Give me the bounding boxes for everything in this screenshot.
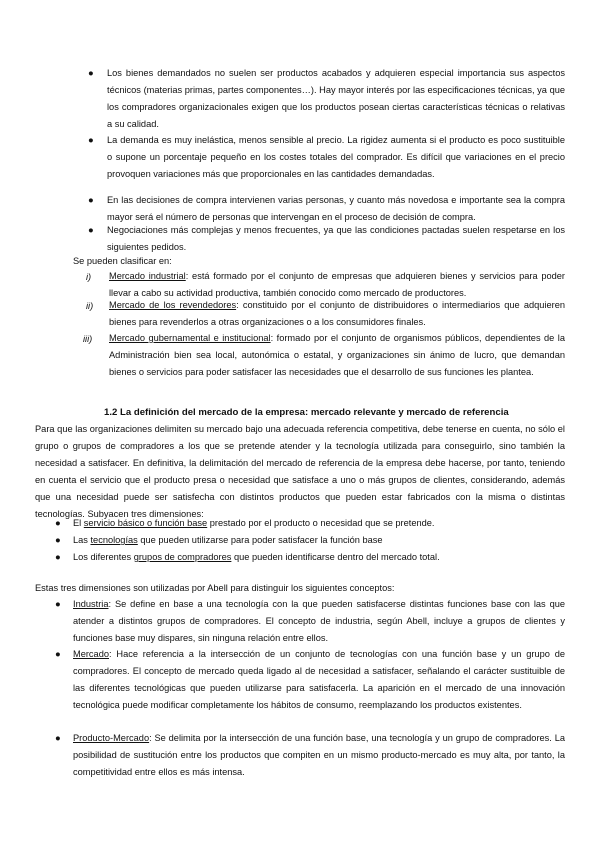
- bullet-dot: ●: [55, 649, 61, 660]
- bullet-dot: ●: [55, 535, 61, 546]
- dimension-post: prestado por el producto o necesidad que se pretende.: [207, 518, 435, 528]
- class-item-3: [109, 330, 565, 381]
- class-text: : constituido por el conjunto de distribuidores o intermediarios que adquieren bienes para revenderlos a otras organizaciones o a los consumidores finales.: [109, 300, 565, 327]
- class-text: : está formado por el conjunto de empresas que adquieren bienes y servicios para poder llevar a cabo su actividad productiva, también conocido como mercado de productores.: [109, 271, 566, 298]
- dimension-term: grupos de compradores: [133, 552, 232, 562]
- concept-mercado: [73, 646, 565, 714]
- top-bullet-4: Negociaciones más complejas y menos frecuentes, ya que las condiciones pactadas suelen respetarse en los siguientes pedidos.: [107, 225, 565, 252]
- section-heading: 1.2 La definición del mercado de la empresa: mercado relevante y mercado de referencia: [104, 407, 509, 418]
- concept-text: : Hace referencia a la intersección de un conjunto de tecnologías con una función base y un grupo de compradores. El concepto de mercado queda ligado al de necesidad a satisfacer, señalando el carácter sustituible de las diferentes tecnológicas que pueden utilizarse para satisfacerla. La aparición en el mercado de una innovación tecnológica puede modificar completamente los hábitos de consumo, reemplazando los productos existentes.: [73, 649, 565, 710]
- concept-term: Mercado: [73, 649, 109, 659]
- concept-producto-mercado: [73, 730, 565, 781]
- class-item-2: [109, 297, 565, 331]
- concept-text: : Se define en base a una tecnología con la que pueden satisfacerse distintas funciones base con las que atender a distintos grupos de compradores. El concepto de industria, según Abell, incluye a grupos de clientes y funciones base muy dispares, sin ninguna relación entre ellos.: [73, 599, 565, 643]
- top-bullet-2: La demanda es muy inelástica, menos sensible al precio. La rigidez aumenta si el producto es poco sustituible o supone un porcentaje pequeño en los costes totales del comprador. Es difícil que variaciones en el precio provoquen variaciones más que proporcionales en las cantidades demandadas.: [107, 135, 565, 179]
- roman-numeral: iii): [83, 334, 93, 344]
- bullet-dot: ●: [88, 135, 94, 146]
- dimension-pre: Los diferentes: [73, 552, 134, 562]
- dimension-term: servicio básico o función base: [83, 518, 208, 528]
- bullet-dot: ●: [88, 225, 94, 236]
- roman-numeral: ii): [86, 301, 94, 311]
- top-bullet-1: Los bienes demandados no suelen ser productos acabados y adquieren especial importancia sus aspectos técnicos (materias primas, partes componentes…). Hay mayor interés por las especificaciones técnicas, ya que los compradores organizacionales exigen que los productos posean ciertas características técnicas o relativas a su calidad.: [107, 68, 565, 129]
- dimension-post: que pueden identificarse dentro del mercado total.: [231, 552, 440, 562]
- roman-numeral: i): [86, 272, 92, 282]
- dimension-3: [73, 549, 563, 566]
- bullet-dot: ●: [55, 552, 61, 563]
- class-term: Mercado de los revendedores: [109, 300, 237, 310]
- class-term: Mercado industrial: [109, 271, 186, 281]
- top-bullet-3: En las decisiones de compra intervienen varias personas, y cuanto más novedosa e importante sea la compra mayor será el número de personas que intervengan en el proceso de decisión de compra.: [107, 195, 565, 222]
- bullet-dot: ●: [55, 518, 61, 529]
- section-paragraph: Para que las organizaciones delimiten su mercado bajo una adecuada referencia competitiva, debe tenerse en cuenta, no sólo el grupo o grupos de compradores a los que se pretende atender y la tecnología utilizada para conseguirlo, sino también la necesidad a satisfacer. En definitiva, la delimitación del mercado de referencia de la empresa debe hacerse, por tanto, teniendo en cuenta el servicio que el producto presa o necesidad que satisface a uno o más grupos de clientes, considerando, además que una necesidad puede ser satisfecha con distintos productos que pueden estar fabricados con la misma o distintas tecnologías. Subyacen tres dimensiones:: [35, 424, 565, 519]
- dimension-post: que pueden utilizarse para poder satisfacer la función base: [137, 535, 383, 545]
- class-term: Mercado gubernamental e institucional: [109, 333, 271, 343]
- dimension-pre: El: [73, 518, 84, 528]
- concept-term: Producto-Mercado: [73, 733, 150, 743]
- bullet-dot: ●: [88, 195, 94, 206]
- dimension-pre: Las: [73, 535, 91, 545]
- bullet-dot: ●: [55, 599, 61, 610]
- concept-text: : Se delimita por la intersección de una función base, una tecnología y un grupo de compradores. La posibilidad de sustitución entre los productos que compiten en un mismo producto-mercado es muy alta, por tanto, la competitividad entre ellos es más intensa.: [73, 733, 565, 777]
- abell-intro: Estas tres dimensiones son utilizadas por Abell para distinguir los siguientes conceptos:: [35, 583, 395, 593]
- class-text: : formado por el conjunto de organismos públicos, dependientes de la Administración bien sea local, autonómica o estatal, y organizaciones sin ánimo de lucro, que demandan bienes o servicios para poder satisfacer las necesidades que el desarrollo de sus funciones les plantea.: [109, 333, 565, 377]
- bullet-dot: ●: [55, 733, 61, 744]
- concept-term: Industria: [73, 599, 109, 609]
- concept-industria: [73, 596, 565, 647]
- classify-intro: Se pueden clasificar en:: [73, 256, 172, 266]
- dimension-2: [73, 532, 563, 549]
- dimension-term: tecnologías: [90, 535, 138, 545]
- dimension-1: [73, 515, 563, 532]
- bullet-dot: ●: [88, 68, 94, 79]
